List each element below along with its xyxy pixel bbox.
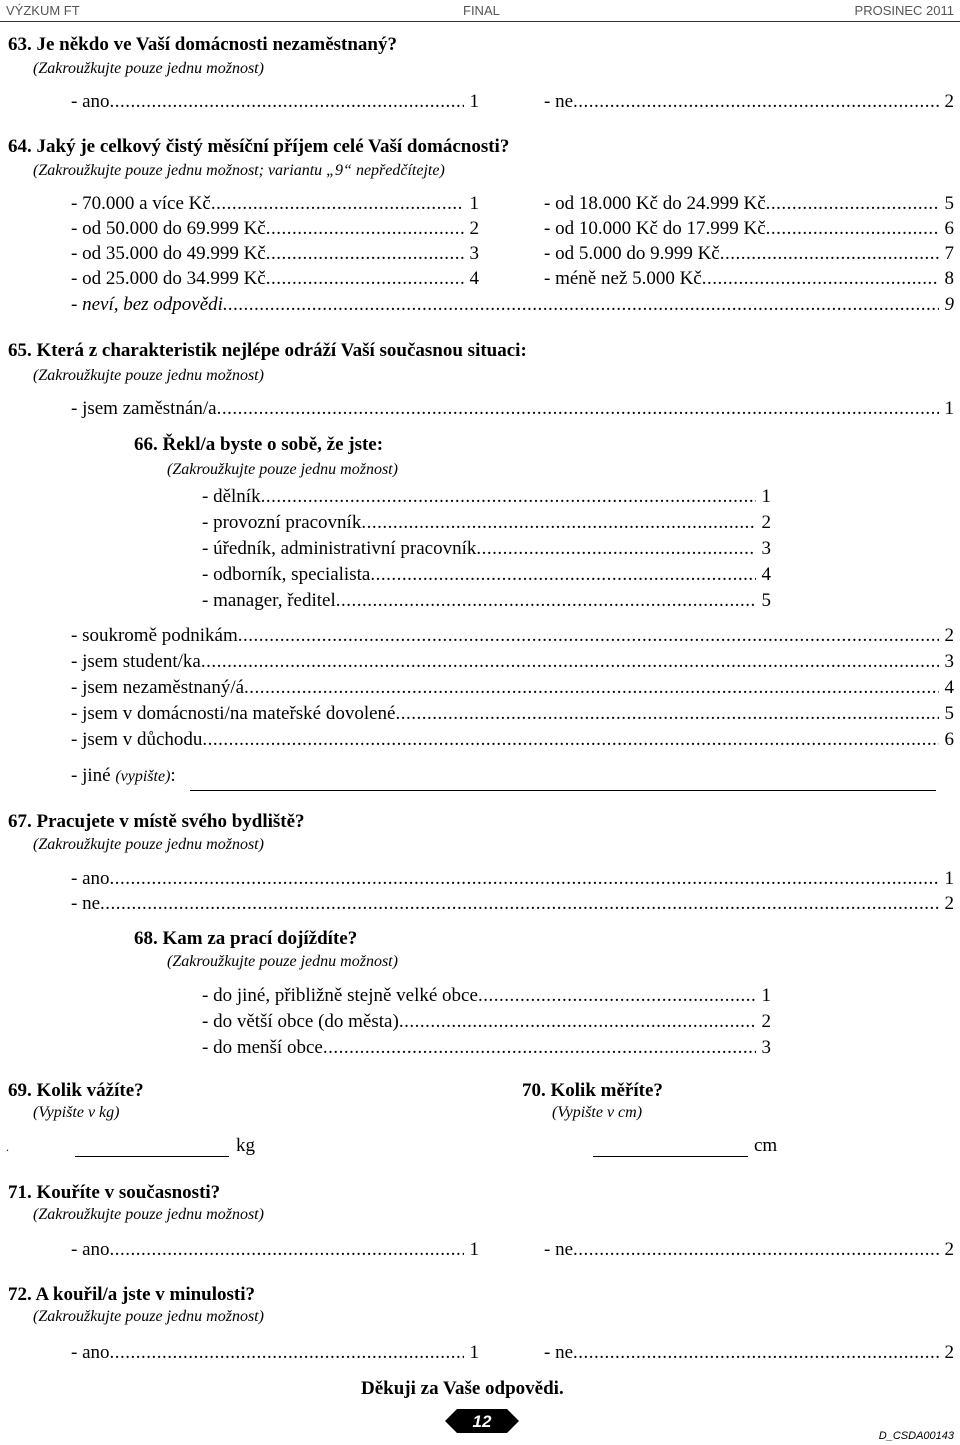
q68-title: 68. Kam za prací dojíždíte? bbox=[134, 928, 358, 949]
q66-option-1[interactable] bbox=[202, 486, 771, 510]
option-label: - úředník, administrativní pracovník bbox=[202, 538, 477, 559]
option-label: - do větší obce (do města) bbox=[202, 1011, 399, 1032]
option-code: 1 bbox=[469, 91, 479, 112]
q68-option-2[interactable] bbox=[202, 1011, 771, 1035]
option-code: 5 bbox=[944, 193, 954, 214]
other-colon: : bbox=[170, 765, 176, 786]
q65-title: 65. Která z charakteristik nejlépe odráží Vaší současnou situaci: bbox=[8, 340, 527, 361]
q64-option-6[interactable] bbox=[544, 218, 954, 242]
option-code: 3 bbox=[469, 243, 479, 264]
option-code: 4 bbox=[469, 268, 479, 289]
q70-title: 70. Kolik měříte? bbox=[522, 1080, 663, 1101]
option-code: 7 bbox=[944, 243, 954, 264]
q64-option-7[interactable] bbox=[544, 243, 954, 267]
q67-title: 67. Pracujete v místě svého bydliště? bbox=[8, 811, 305, 832]
option-label: - od 35.000 do 49.999 Kč bbox=[71, 243, 266, 264]
option-code: 9 bbox=[944, 294, 954, 315]
option-label: - ne bbox=[544, 91, 574, 112]
header-left: VÝZKUM FT bbox=[6, 3, 80, 18]
q68-option-3[interactable] bbox=[202, 1037, 771, 1061]
option-label: - do jiné, přibližně stejně velké obce bbox=[202, 985, 478, 1006]
q65-option-6[interactable] bbox=[71, 729, 954, 753]
q71-instruction: (Zakroužkujte pouze jednu možnost) bbox=[33, 1206, 264, 1223]
option-code: 3 bbox=[761, 538, 771, 559]
q70-input-line[interactable] bbox=[593, 1156, 748, 1157]
page-number-badge bbox=[445, 1407, 519, 1435]
q72-instruction: (Zakroužkujte pouze jednu možnost) bbox=[33, 1308, 264, 1325]
q71-option-no[interactable] bbox=[544, 1239, 954, 1263]
q63-instruction: (Zakroužkujte pouze jednu možnost) bbox=[33, 60, 264, 77]
option-label: - ano bbox=[71, 1239, 110, 1260]
option-label: - ano bbox=[71, 868, 110, 889]
q65-option-3[interactable] bbox=[71, 651, 954, 675]
option-label: - ne bbox=[544, 1239, 574, 1260]
option-code: 6 bbox=[944, 218, 954, 239]
q72-option-no[interactable] bbox=[544, 1342, 954, 1366]
option-label: - jsem v důchodu bbox=[71, 729, 203, 750]
q64-option-2[interactable] bbox=[71, 218, 479, 242]
option-code: 1 bbox=[761, 985, 771, 1006]
other-hint: (vypište) bbox=[115, 768, 171, 785]
footer-code: D_CSDA00143 bbox=[878, 1430, 954, 1442]
option-code: 5 bbox=[761, 590, 771, 611]
option-code: 5 bbox=[944, 703, 954, 724]
q70-instruction: (Vypište v cm) bbox=[552, 1104, 643, 1121]
option-code: 1 bbox=[469, 193, 479, 214]
q66-instruction: (Zakroužkujte pouze jednu možnost) bbox=[167, 461, 398, 478]
option-code: 2 bbox=[761, 1011, 771, 1032]
q72-title: 72. A kouřil/a jste v minulosti? bbox=[8, 1284, 256, 1305]
option-label: - od 50.000 do 69.999 Kč bbox=[71, 218, 266, 239]
option-code: 1 bbox=[469, 1239, 479, 1260]
option-label: - provozní pracovník bbox=[202, 512, 362, 533]
q66-option-3[interactable] bbox=[202, 538, 771, 562]
q65-option-2[interactable] bbox=[71, 625, 954, 649]
q69-title: 69. Kolik vážíte? bbox=[8, 1080, 144, 1101]
option-code: 1 bbox=[761, 486, 771, 507]
option-label: - manager, ředitel bbox=[202, 590, 336, 611]
option-code: 2 bbox=[944, 1342, 954, 1363]
q72-option-yes[interactable] bbox=[71, 1342, 479, 1366]
q70-unit: cm bbox=[754, 1135, 778, 1156]
q64-option-3[interactable] bbox=[71, 243, 479, 267]
option-code: 8 bbox=[944, 268, 954, 289]
q67-option-no[interactable] bbox=[71, 893, 954, 917]
q68-instruction: (Zakroužkujte pouze jednu možnost) bbox=[167, 953, 398, 970]
option-code: 3 bbox=[761, 1037, 771, 1058]
q63-option-no[interactable] bbox=[544, 91, 954, 115]
option-code: 3 bbox=[944, 651, 954, 672]
other-label-text: - jiné bbox=[71, 765, 111, 786]
option-label: - od 10.000 Kč do 17.999 Kč bbox=[544, 218, 766, 239]
q66-option-2[interactable] bbox=[202, 512, 771, 536]
option-label: - soukromě podnikám bbox=[71, 625, 238, 646]
option-label: - odborník, specialista bbox=[202, 564, 371, 585]
option-code: 2 bbox=[944, 893, 954, 914]
q66-option-5[interactable] bbox=[202, 590, 771, 614]
option-label: - méně než 5.000 Kč bbox=[544, 268, 702, 289]
option-code: 1 bbox=[469, 1342, 479, 1363]
q67-instruction: (Zakroužkujte pouze jednu možnost) bbox=[33, 836, 264, 853]
q65-other-label bbox=[71, 765, 176, 787]
q69-mark: . bbox=[6, 1140, 9, 1154]
option-label: - od 18.000 Kč do 24.999 Kč bbox=[544, 193, 766, 214]
q63-option-yes[interactable] bbox=[71, 91, 479, 115]
q64-instruction: (Zakroužkujte pouze jednu možnost; variantu „9“ nepředčítejte) bbox=[33, 162, 445, 179]
option-label: - jsem student/ka bbox=[71, 651, 201, 672]
header-rule bbox=[0, 21, 960, 22]
q66-title: 66. Řekl/a byste o sobě, že jste: bbox=[134, 434, 384, 455]
q67-option-yes[interactable] bbox=[71, 868, 954, 892]
option-code: 2 bbox=[944, 1239, 954, 1260]
q65-option-1[interactable] bbox=[71, 398, 954, 422]
option-code: 2 bbox=[944, 91, 954, 112]
q65-other-input-line[interactable] bbox=[190, 790, 936, 791]
option-label: - ne bbox=[544, 1342, 574, 1363]
q64-option-9[interactable] bbox=[71, 294, 954, 318]
option-label: - neví, bez odpovědi bbox=[71, 294, 223, 315]
option-code: 2 bbox=[944, 625, 954, 646]
option-label: - jsem zaměstnán/a bbox=[71, 398, 217, 419]
option-label: - od 25.000 do 34.999 Kč bbox=[71, 268, 266, 289]
q64-option-1[interactable] bbox=[71, 193, 479, 217]
header-right: PROSINEC 2011 bbox=[854, 3, 954, 18]
q69-input-line[interactable] bbox=[75, 1156, 229, 1157]
q69-instruction: (Vypište v kg) bbox=[33, 1104, 120, 1121]
option-label: - ano bbox=[71, 91, 110, 112]
q71-option-yes[interactable] bbox=[71, 1239, 479, 1263]
option-label: - ne bbox=[71, 893, 101, 914]
q64-title: 64. Jaký je celkový čistý měsíční příjem celé Vaší domácnosti? bbox=[8, 136, 510, 157]
option-code: 1 bbox=[944, 398, 954, 419]
option-label: - 70.000 a více Kč bbox=[71, 193, 211, 214]
q63-title: 63. Je někdo ve Vaší domácnosti nezaměstnaný? bbox=[8, 34, 397, 55]
option-label: - od 5.000 do 9.999 Kč bbox=[544, 243, 720, 264]
page-number-text: 12 bbox=[472, 1412, 492, 1431]
option-code: 2 bbox=[469, 218, 479, 239]
option-code: 6 bbox=[944, 729, 954, 750]
option-label: - dělník bbox=[202, 486, 261, 507]
option-code: 2 bbox=[761, 512, 771, 533]
q64-option-4[interactable] bbox=[71, 268, 479, 292]
header-center: FINAL bbox=[463, 3, 500, 18]
option-code: 4 bbox=[761, 564, 771, 585]
q66-option-4[interactable] bbox=[202, 564, 771, 588]
option-code: 1 bbox=[944, 868, 954, 889]
option-label: - do menší obce bbox=[202, 1037, 323, 1058]
q71-title: 71. Kouříte v současnosti? bbox=[8, 1182, 221, 1203]
option-label: - ano bbox=[71, 1342, 110, 1363]
q64-option-5[interactable] bbox=[544, 193, 954, 217]
q65-option-5[interactable] bbox=[71, 703, 954, 727]
q65-instruction: (Zakroužkujte pouze jednu možnost) bbox=[33, 367, 264, 384]
q68-option-1[interactable] bbox=[202, 985, 771, 1009]
option-code: 4 bbox=[944, 677, 954, 698]
closing-thanks: Děkuji za Vaše odpovědi. bbox=[361, 1378, 564, 1399]
q65-option-4[interactable] bbox=[71, 677, 954, 701]
option-label: - jsem v domácnosti/na mateřské dovolené bbox=[71, 703, 396, 724]
q69-unit: kg bbox=[236, 1135, 255, 1156]
option-label: - jsem nezaměstnaný/á bbox=[71, 677, 245, 698]
q64-option-8[interactable] bbox=[544, 268, 954, 292]
